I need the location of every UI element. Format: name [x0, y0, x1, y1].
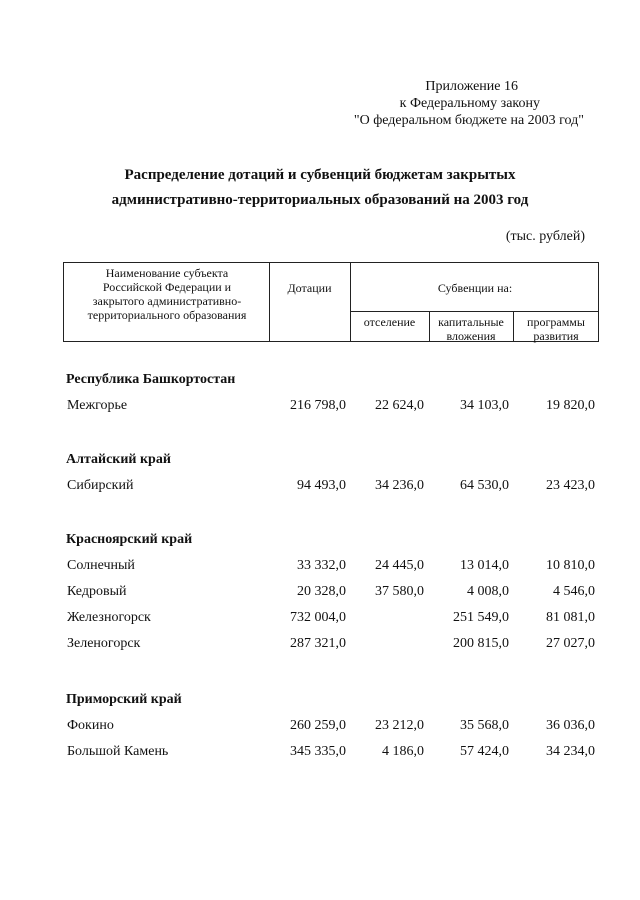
- header-divider: [350, 311, 598, 312]
- document-title: [40, 163, 600, 213]
- table-row: [0, 558, 640, 578]
- row-name: Солнечный: [67, 558, 135, 573]
- row-name: Зеленогорск: [67, 636, 141, 651]
- row-resettlement: 37 580,0: [375, 584, 424, 599]
- row-capital: 251 549,0: [453, 610, 509, 625]
- row-resettlement: 24 445,0: [375, 558, 424, 573]
- row-programs: 36 036,0: [546, 718, 595, 733]
- group-title: Республика Башкортостан: [66, 372, 236, 387]
- row-subsidies: 216 798,0: [290, 398, 346, 413]
- row-name: Фокино: [67, 718, 114, 733]
- row-subsidies: 33 332,0: [297, 558, 346, 573]
- header-subsidies: Дотации: [287, 281, 332, 295]
- row-programs: 27 027,0: [546, 636, 595, 651]
- row-capital: 200 815,0: [453, 636, 509, 651]
- annex-number: Приложение 16: [425, 79, 518, 94]
- title-line-1: Распределение дотаций и субвенций бюджетам закрытых: [124, 167, 516, 183]
- table-row: [0, 398, 640, 418]
- row-capital: 4 008,0: [467, 584, 509, 599]
- row-resettlement: 34 236,0: [375, 478, 424, 493]
- row-programs: 4 546,0: [553, 584, 595, 599]
- table-row: [0, 478, 640, 498]
- table-row: [0, 610, 640, 630]
- units-note: (тыс. рублей): [505, 229, 585, 244]
- table-row: [0, 744, 640, 764]
- annex-law: к Федеральному закону: [399, 96, 540, 111]
- header-divider: [350, 263, 351, 341]
- row-subsidies: 94 493,0: [297, 478, 346, 493]
- header-programs: программы развития: [527, 315, 585, 343]
- row-programs: 34 234,0: [546, 744, 595, 759]
- row-programs: 10 810,0: [546, 558, 595, 573]
- row-resettlement: 22 624,0: [375, 398, 424, 413]
- row-resettlement: 4 186,0: [382, 744, 424, 759]
- row-name: Сибирский: [67, 478, 134, 493]
- row-subsidies: 287 321,0: [290, 636, 346, 651]
- table-row: [0, 584, 640, 604]
- row-subsidies: 732 004,0: [290, 610, 346, 625]
- row-capital: 13 014,0: [460, 558, 509, 573]
- row-resettlement: 23 212,0: [375, 718, 424, 733]
- group-title: Красноярский край: [66, 532, 193, 547]
- header-subventions: Субвенции на:: [437, 281, 513, 295]
- header-resettlement: отселение: [363, 315, 416, 329]
- group-title: Алтайский край: [66, 452, 171, 467]
- row-capital: 64 530,0: [460, 478, 509, 493]
- row-subsidies: 20 328,0: [297, 584, 346, 599]
- annex-reference: [284, 78, 584, 129]
- title-line-2: административно-территориальных образований на 2003 год: [111, 192, 529, 208]
- table-row: [0, 718, 640, 738]
- row-name: Кедровый: [67, 584, 127, 599]
- row-subsidies: 345 335,0: [290, 744, 346, 759]
- row-name: Железногорск: [67, 610, 151, 625]
- row-programs: 23 423,0: [546, 478, 595, 493]
- group-title: Приморский край: [66, 692, 182, 707]
- row-programs: 19 820,0: [546, 398, 595, 413]
- header-divider: [269, 263, 270, 341]
- row-capital: 34 103,0: [460, 398, 509, 413]
- row-name: Большой Камень: [67, 744, 169, 759]
- row-capital: 35 568,0: [460, 718, 509, 733]
- table-row: [0, 636, 640, 656]
- row-name: Межгорье: [67, 398, 128, 413]
- row-capital: 57 424,0: [460, 744, 509, 759]
- row-subsidies: 260 259,0: [290, 718, 346, 733]
- header-name: Наименование субъекта Российской Федерации и закрытого административно-территориального образования: [87, 266, 247, 322]
- row-programs: 81 081,0: [546, 610, 595, 625]
- header-divider: [513, 311, 514, 341]
- table-header: [63, 262, 599, 342]
- header-capital: капитальные вложения: [438, 315, 504, 343]
- annex-law-title: "О федеральном бюджете на 2003 год": [353, 113, 584, 128]
